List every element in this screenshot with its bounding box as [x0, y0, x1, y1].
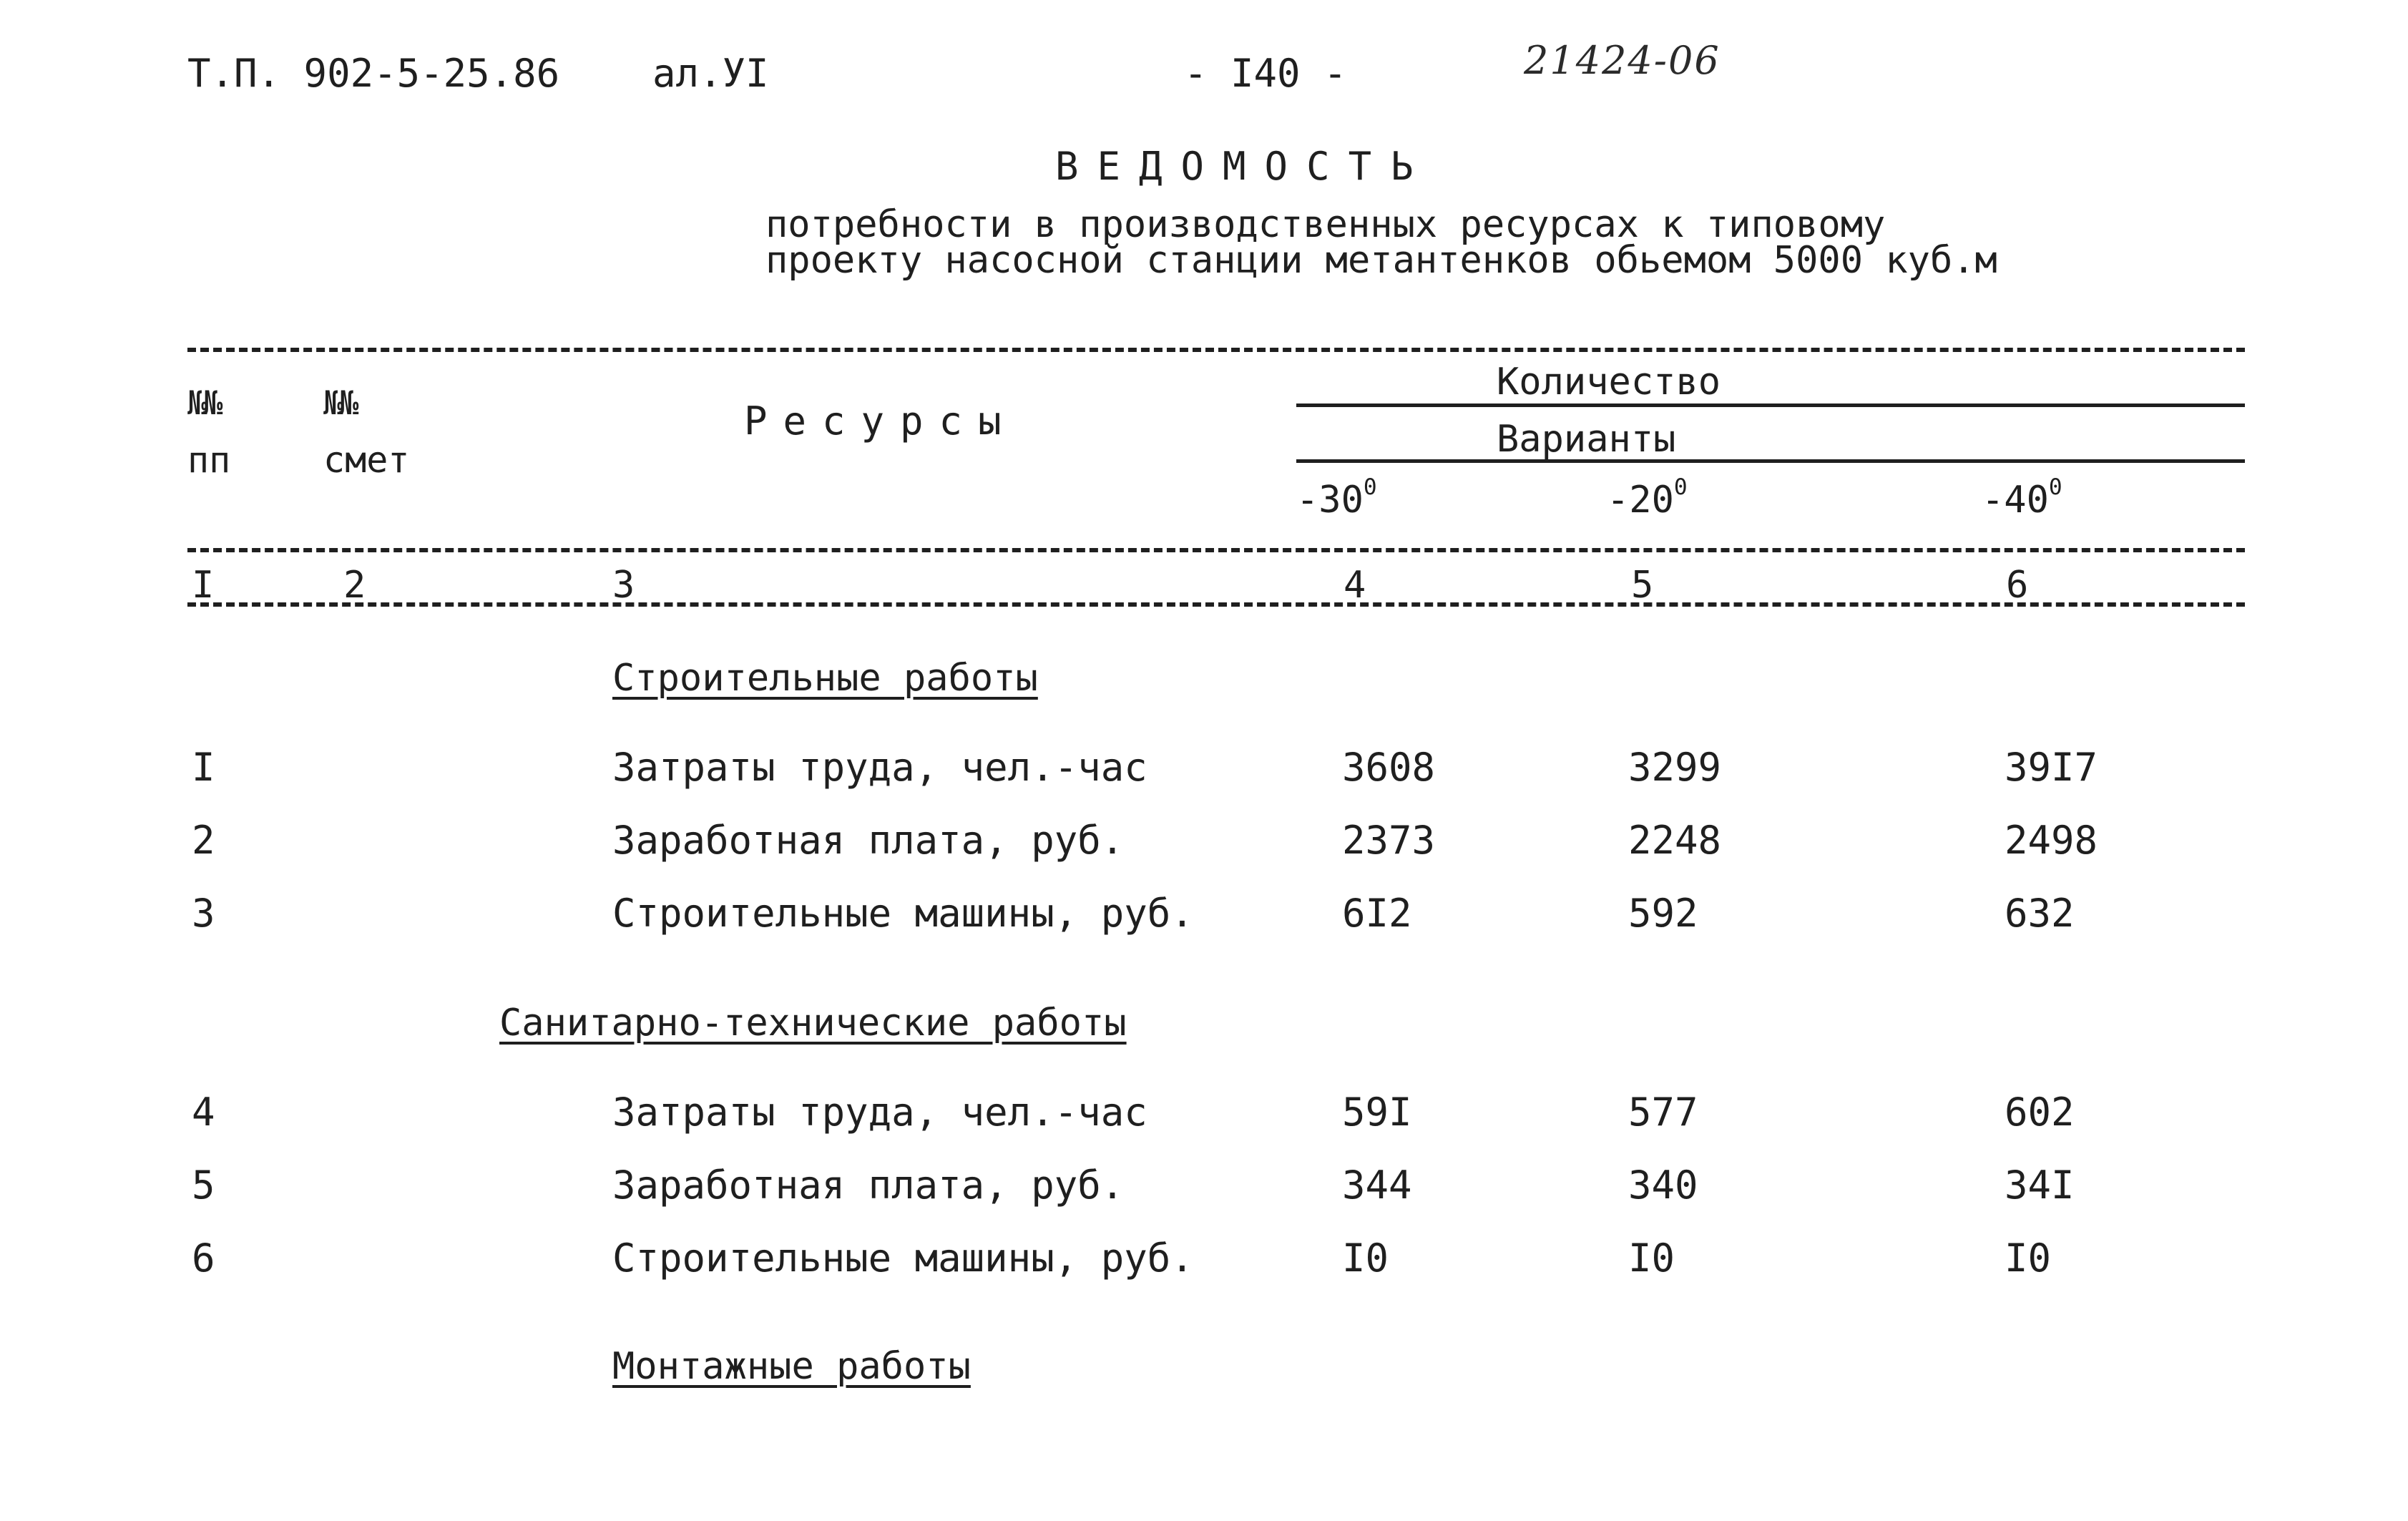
quantity-underline: [1296, 404, 2245, 407]
row-value-variant-3: 2498: [2005, 818, 2098, 863]
row-number: 2: [192, 818, 215, 863]
variant-minus-20: $-20^0$: [1607, 474, 1688, 522]
row-value-variant-2: I0: [1628, 1236, 1675, 1281]
col1-header-number-sign: №№: [187, 383, 219, 422]
row-value-variant-3: 632: [2005, 891, 2075, 936]
resources-header: Ресурсы: [744, 398, 1017, 444]
column-number-5: 5: [1631, 564, 1654, 607]
document-code: Т.П. 902-5-25.86: [187, 51, 560, 96]
section-title-installation: Монтажные работы: [612, 1345, 971, 1388]
page-number: - I40 -: [1184, 51, 1347, 96]
row-value-variant-3: 39I7: [2005, 745, 2098, 790]
row-number: 3: [192, 891, 215, 936]
col2-header-number-sign: №№: [323, 383, 355, 422]
variants-underline: [1296, 459, 2245, 463]
row-resource: Затраты труда, чел.-час: [612, 745, 1147, 790]
column-number-6: 6: [2006, 564, 2029, 607]
header-bottom-rule: [187, 602, 2245, 607]
variants-header: Варианты: [1497, 418, 1676, 461]
section-title-construction: Строительные работы: [612, 657, 1038, 700]
row-value-variant-1: 6I2: [1342, 891, 1412, 936]
row-value-variant-3: 34I: [2005, 1163, 2075, 1208]
row-number: 6: [192, 1236, 215, 1281]
row-value-variant-2: 2248: [1628, 818, 1722, 863]
album-number: ал.УI: [652, 51, 769, 96]
header-middle-rule: [187, 548, 2245, 552]
row-number: 4: [192, 1090, 215, 1135]
row-value-variant-2: 592: [1628, 891, 1698, 936]
row-resource: Заработная плата, руб.: [612, 818, 1125, 863]
row-value-variant-1: 59I: [1342, 1090, 1412, 1135]
title-line-2: проекту насосной станции метантенков обьемом 5000 куб.м: [765, 239, 1997, 282]
handwritten-inventory-number: 21424-06: [1524, 38, 1721, 83]
row-value-variant-1: 344: [1342, 1163, 1412, 1208]
column-number-4: 4: [1344, 564, 1366, 607]
row-value-variant-3: I0: [2005, 1236, 2052, 1281]
quantity-header: Количество: [1497, 361, 1721, 404]
row-resource: Затраты труда, чел.-час: [612, 1090, 1147, 1135]
row-number: 5: [192, 1163, 215, 1208]
row-number: I: [192, 745, 215, 790]
row-value-variant-1: 2373: [1342, 818, 1436, 863]
row-value-variant-3: 602: [2005, 1090, 2075, 1135]
column-number-1: I: [192, 564, 215, 607]
title-line-1: потребности в производственных ресурсах к типовому: [765, 203, 1886, 246]
row-value-variant-1: I0: [1342, 1236, 1389, 1281]
col1-header-label: пп: [187, 439, 231, 481]
row-value-variant-2: 340: [1628, 1163, 1698, 1208]
row-resource: Строительные машины, руб.: [612, 891, 1194, 936]
row-resource: Заработная плата, руб.: [612, 1163, 1125, 1208]
row-value-variant-1: 3608: [1342, 745, 1436, 790]
header-top-rule: [187, 348, 2245, 352]
row-value-variant-2: 3299: [1628, 745, 1722, 790]
variant-minus-30: $-30^0$: [1296, 474, 1377, 522]
column-number-3: 3: [612, 564, 635, 607]
variant-minus-40: $-40^0$: [1982, 474, 2062, 522]
section-title-sanitary: Санитарно-технические работы: [499, 1002, 1127, 1045]
row-resource: Строительные машины, руб.: [612, 1236, 1194, 1281]
row-value-variant-2: 577: [1628, 1090, 1698, 1135]
column-number-2: 2: [343, 564, 366, 607]
document-heading: ВЕДОМОСТЬ: [1055, 144, 1432, 189]
col2-header-label: смет: [323, 439, 410, 481]
